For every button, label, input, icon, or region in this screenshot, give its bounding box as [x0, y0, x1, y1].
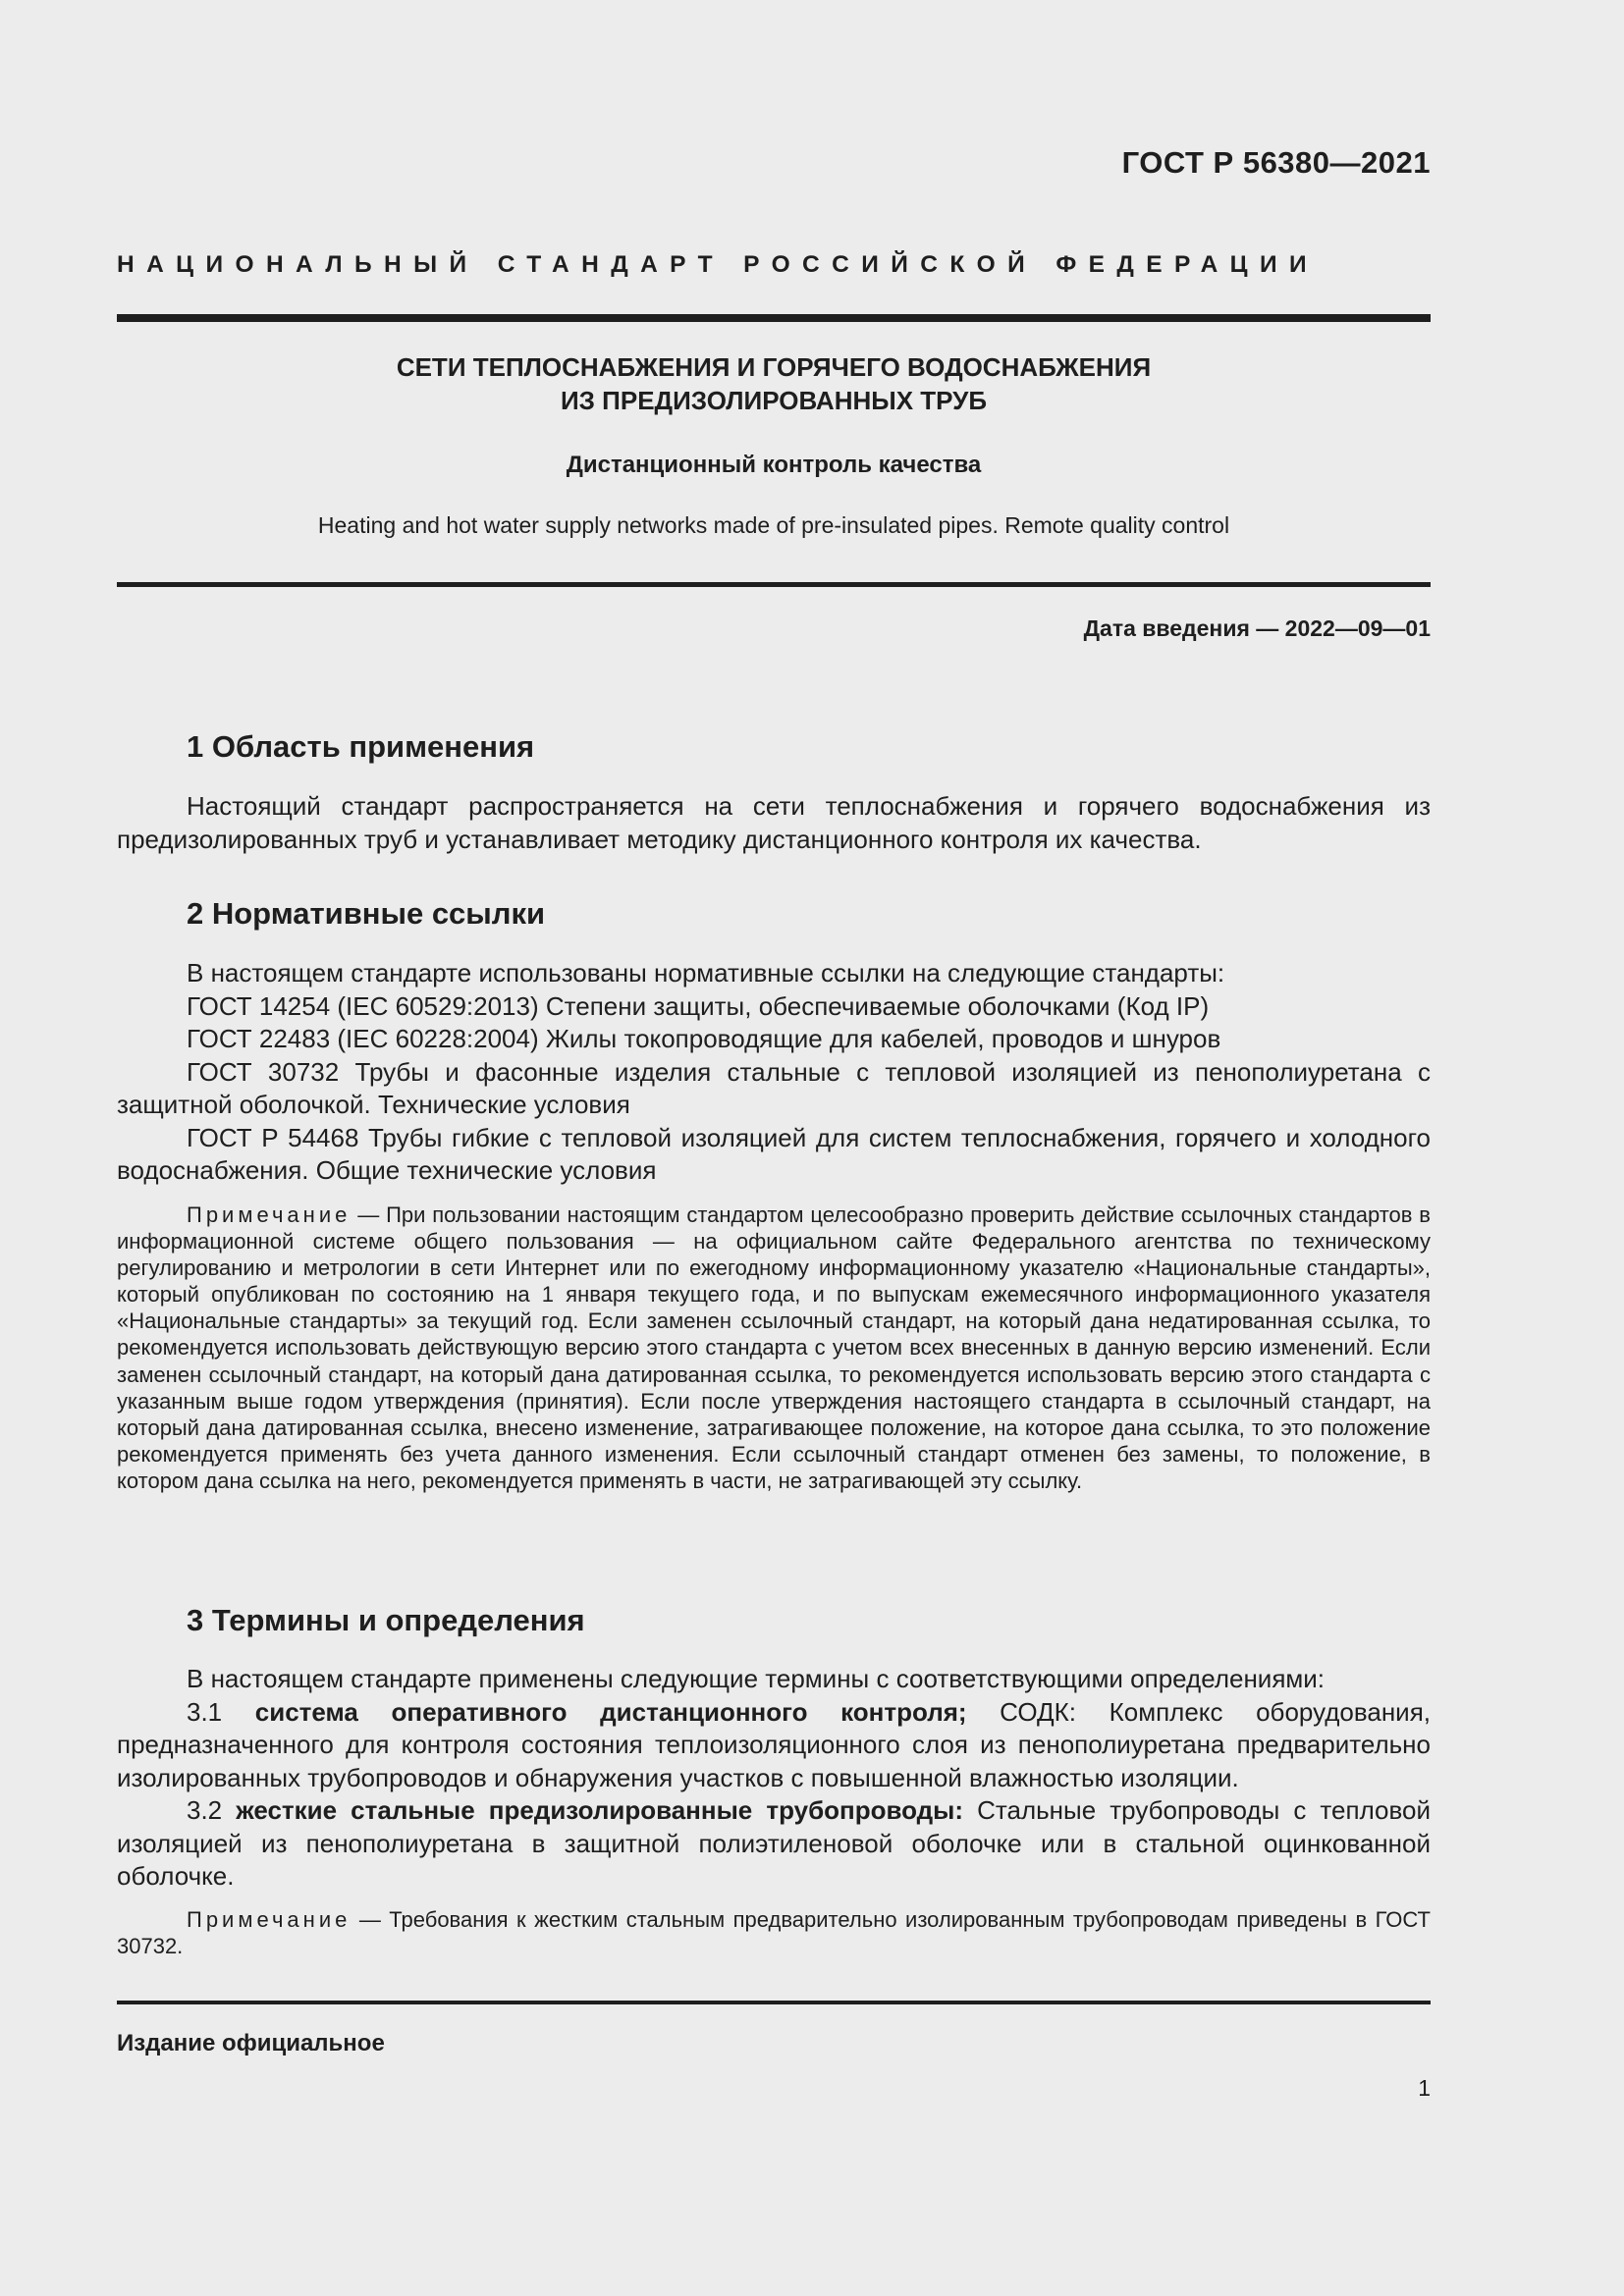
reference-gost-14254: ГОСТ 14254 (IEC 60529:2013) Степени защиты, обеспечиваемые оболочками (Код IP)	[187, 990, 1210, 1021]
term-3-1	[117, 1696, 1431, 1795]
title-line-1: СЕТИ ТЕПЛОСНАБЖЕНИЯ И ГОРЯЧЕГО ВОДОСНАБЖЕНИЯ	[396, 352, 1152, 382]
term-name: жесткие стальные предизолированные трубопроводы:	[236, 1795, 964, 1825]
reference-gost-r-54468: ГОСТ Р 54468 Трубы гибкие с тепловой изоляцией для систем теплоснабжения, горячего и холодного водоснабжения. Общие технические условия	[117, 1122, 1431, 1185]
document-title	[117, 350, 1431, 417]
footer-rule	[117, 2001, 1431, 2004]
title-line-2: ИЗ ПРЕДИЗОЛИРОВАННЫХ ТРУБ	[560, 386, 988, 415]
gost-number: ГОСТ Р 56380—2021	[1121, 145, 1431, 180]
section-1-heading: 1 Область применения	[187, 729, 535, 764]
term-name: система оперативного дистанционного контроля;	[254, 1696, 967, 1727]
section-3-body	[117, 1663, 1431, 1894]
note-text: — При пользовании настоящим стандартом целесообразно проверить действие ссылочных стандартов в информационной системе общего пользования — на официальном сайте Федерального агентства по техническому регулированию и метрологии в сети Интернет или по ежегодному информационному указателю «Национальные стандарты», который опубликован по состоянию на 1 января текущего года, и по выпускам ежемесячного информационного указателя «Национальные стандарты» за текущий год. Если заменен ссылочный стандарт, на который дана недатированная ссылка, то рекомендуется использовать действующую версию этого стандарта с учетом всех внесенных в данную версию изменений. Если заменен ссылочный стандарт, на который дана датированная ссылка, то рекомендуется использовать версию этого стандарта с указанным выше годом утверждения (принятия). Если после утверждения настоящего стандарта в ссылочный стандарт, на который дана датированная ссылка, внесено изменение, затрагивающее положение, на которое дана ссылка, то это положение рекомендуется применять без учета данного изменения. Если ссылочный стандарт отменен без замены, то положение, в котором дана ссылка на него, рекомендуется применять в части, не затрагивающей эту ссылку.	[117, 1202, 1431, 1493]
english-title: Heating and hot water supply networks made of pre-insulated pipes. Remote quality control	[317, 512, 1230, 538]
title-rule	[117, 582, 1431, 587]
term-number: 3.1	[187, 1696, 255, 1727]
section-2-body	[117, 957, 1431, 1188]
header-rule	[117, 314, 1431, 322]
terms-intro: В настоящем стандарте применены следующие термины с соответствующими определениями:	[187, 1664, 1326, 1693]
section-2-note	[117, 1201, 1431, 1494]
note-label: Примечание	[187, 1907, 352, 1932]
introduction-date: Дата введения — 2022—09—01	[1083, 615, 1431, 641]
term-definition: Стальные трубопроводы с тепловой изоляцией из пенополиуретана в защитной полиэтиленовой оболочке или в стальной оцинкованной оболочке.	[117, 1795, 1431, 1891]
section-1-paragraph: Настоящий стандарт распространяется на сети теплоснабжения и горячего водоснабжения из предизолированных труб и устанавливает методику дистанционного контроля их качества.	[117, 791, 1431, 854]
section-1-body	[117, 790, 1431, 856]
term-number: 3.2	[187, 1795, 237, 1825]
section-2-heading: 2 Нормативные ссылки	[187, 896, 546, 931]
national-standard-banner: НАЦИОНАЛЬНЫЙ СТАНДАРТ РОССИЙСКОЙ ФЕДЕРАЦИИ	[117, 251, 1320, 278]
document-subtitle: Дистанционный контроль качества	[566, 452, 982, 478]
reference-gost-30732: ГОСТ 30732 Трубы и фасонные изделия стальные с тепловой изоляцией из пенополиуретана с защитной оболочкой. Технические условия	[117, 1056, 1431, 1119]
section-3-note	[117, 1906, 1431, 1959]
reference-gost-22483: ГОСТ 22483 (IEC 60228:2004) Жилы токопроводящие для кабелей, проводов и шнуров	[187, 1024, 1221, 1053]
references-intro: В настоящем стандарте использованы нормативные ссылки на следующие стандарты:	[187, 958, 1225, 988]
note-label: Примечание	[187, 1202, 352, 1227]
note-text: — Требования к жестким стальным предварительно изолированным трубопроводам приведены в ГОСТ 30732.	[117, 1907, 1431, 1959]
page-number: 1	[1418, 2075, 1431, 2101]
term-definition: СОДК: Комплекс оборудования, предназначенного для контроля состояния теплоизоляционного слоя из пенополиуретана предварительно изолированных трубопроводов и обнаружения участков с повышенной влажностью изоляции.	[117, 1696, 1432, 1792]
term-3-2	[117, 1794, 1431, 1894]
section-3-heading: 3 Термины и определения	[187, 1603, 585, 1637]
official-edition-label: Издание официальное	[117, 2030, 385, 2056]
